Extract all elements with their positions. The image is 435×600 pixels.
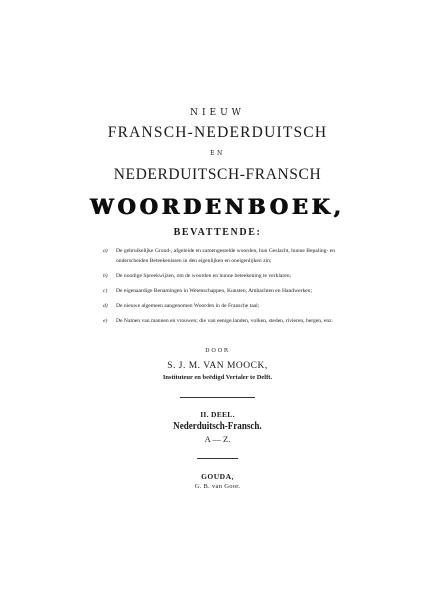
title-line-1: FRANSCH-NEDERDUITSCH — [107, 124, 328, 141]
list-item-text: De noodige Spreekwijzen, om de woorden en hunne beteekening te verklaren; — [116, 273, 292, 279]
publication-city: GOUDA, — [201, 472, 234, 481]
list-item-marker: b) — [103, 273, 108, 279]
heading-en: EN — [210, 150, 225, 157]
publisher-name: G. B. van Goor. — [194, 483, 241, 490]
list-item-marker: d) — [103, 303, 108, 309]
bevattende-heading: BEVATTENDE: — [173, 227, 262, 238]
list-item-text: De Namen van mannen en vrouwen; die van eenige landen, volken, steden, rivieren, bergen, enz. — [116, 318, 334, 324]
author-name: S. J. M. VAN MOOCK, — [167, 361, 268, 371]
list-item-marker: e) — [103, 318, 108, 324]
list-item-text: De gebruikelijke Grond-, afgeleide en zamengestelde woorden, hun Geslacht, hunne Bepaling- en onderscheiden Beteekenissen in den eigenlijken en oneigenlijken zin; — [116, 248, 336, 264]
list-item — [103, 286, 335, 296]
divider — [180, 397, 255, 398]
list-item-text: De nieuwe algemeen aangenomen Woorden in de Fransche taal; — [116, 303, 260, 309]
author-title: Instituteur en beëdigd Vertaler te Delft. — [162, 374, 273, 381]
woordenboek-title: WOORDENBOEK, — [90, 194, 345, 219]
heading-nieuw: NIEUW — [190, 108, 245, 118]
volume-label: II. DEEL. — [200, 410, 235, 419]
list-item — [103, 246, 335, 266]
list-item — [103, 271, 335, 281]
door-label: DOOR — [205, 348, 230, 354]
volume-range: A — Z. — [204, 434, 231, 444]
divider — [197, 458, 238, 459]
list-item-marker: c) — [103, 288, 108, 294]
contents-list — [103, 246, 335, 331]
volume-subtitle: Nederduitsch-Fransch. — [173, 420, 262, 432]
list-item-marker: a) — [103, 248, 108, 254]
list-item — [103, 301, 335, 311]
list-item — [103, 316, 335, 326]
title-line-2: NEDERDUITSCH-FRANSCH — [113, 166, 322, 183]
list-item-text: De eigenaardige Benamingen in Wetenschappen, Kunsten, Ambachten en Handwerken; — [116, 288, 313, 294]
